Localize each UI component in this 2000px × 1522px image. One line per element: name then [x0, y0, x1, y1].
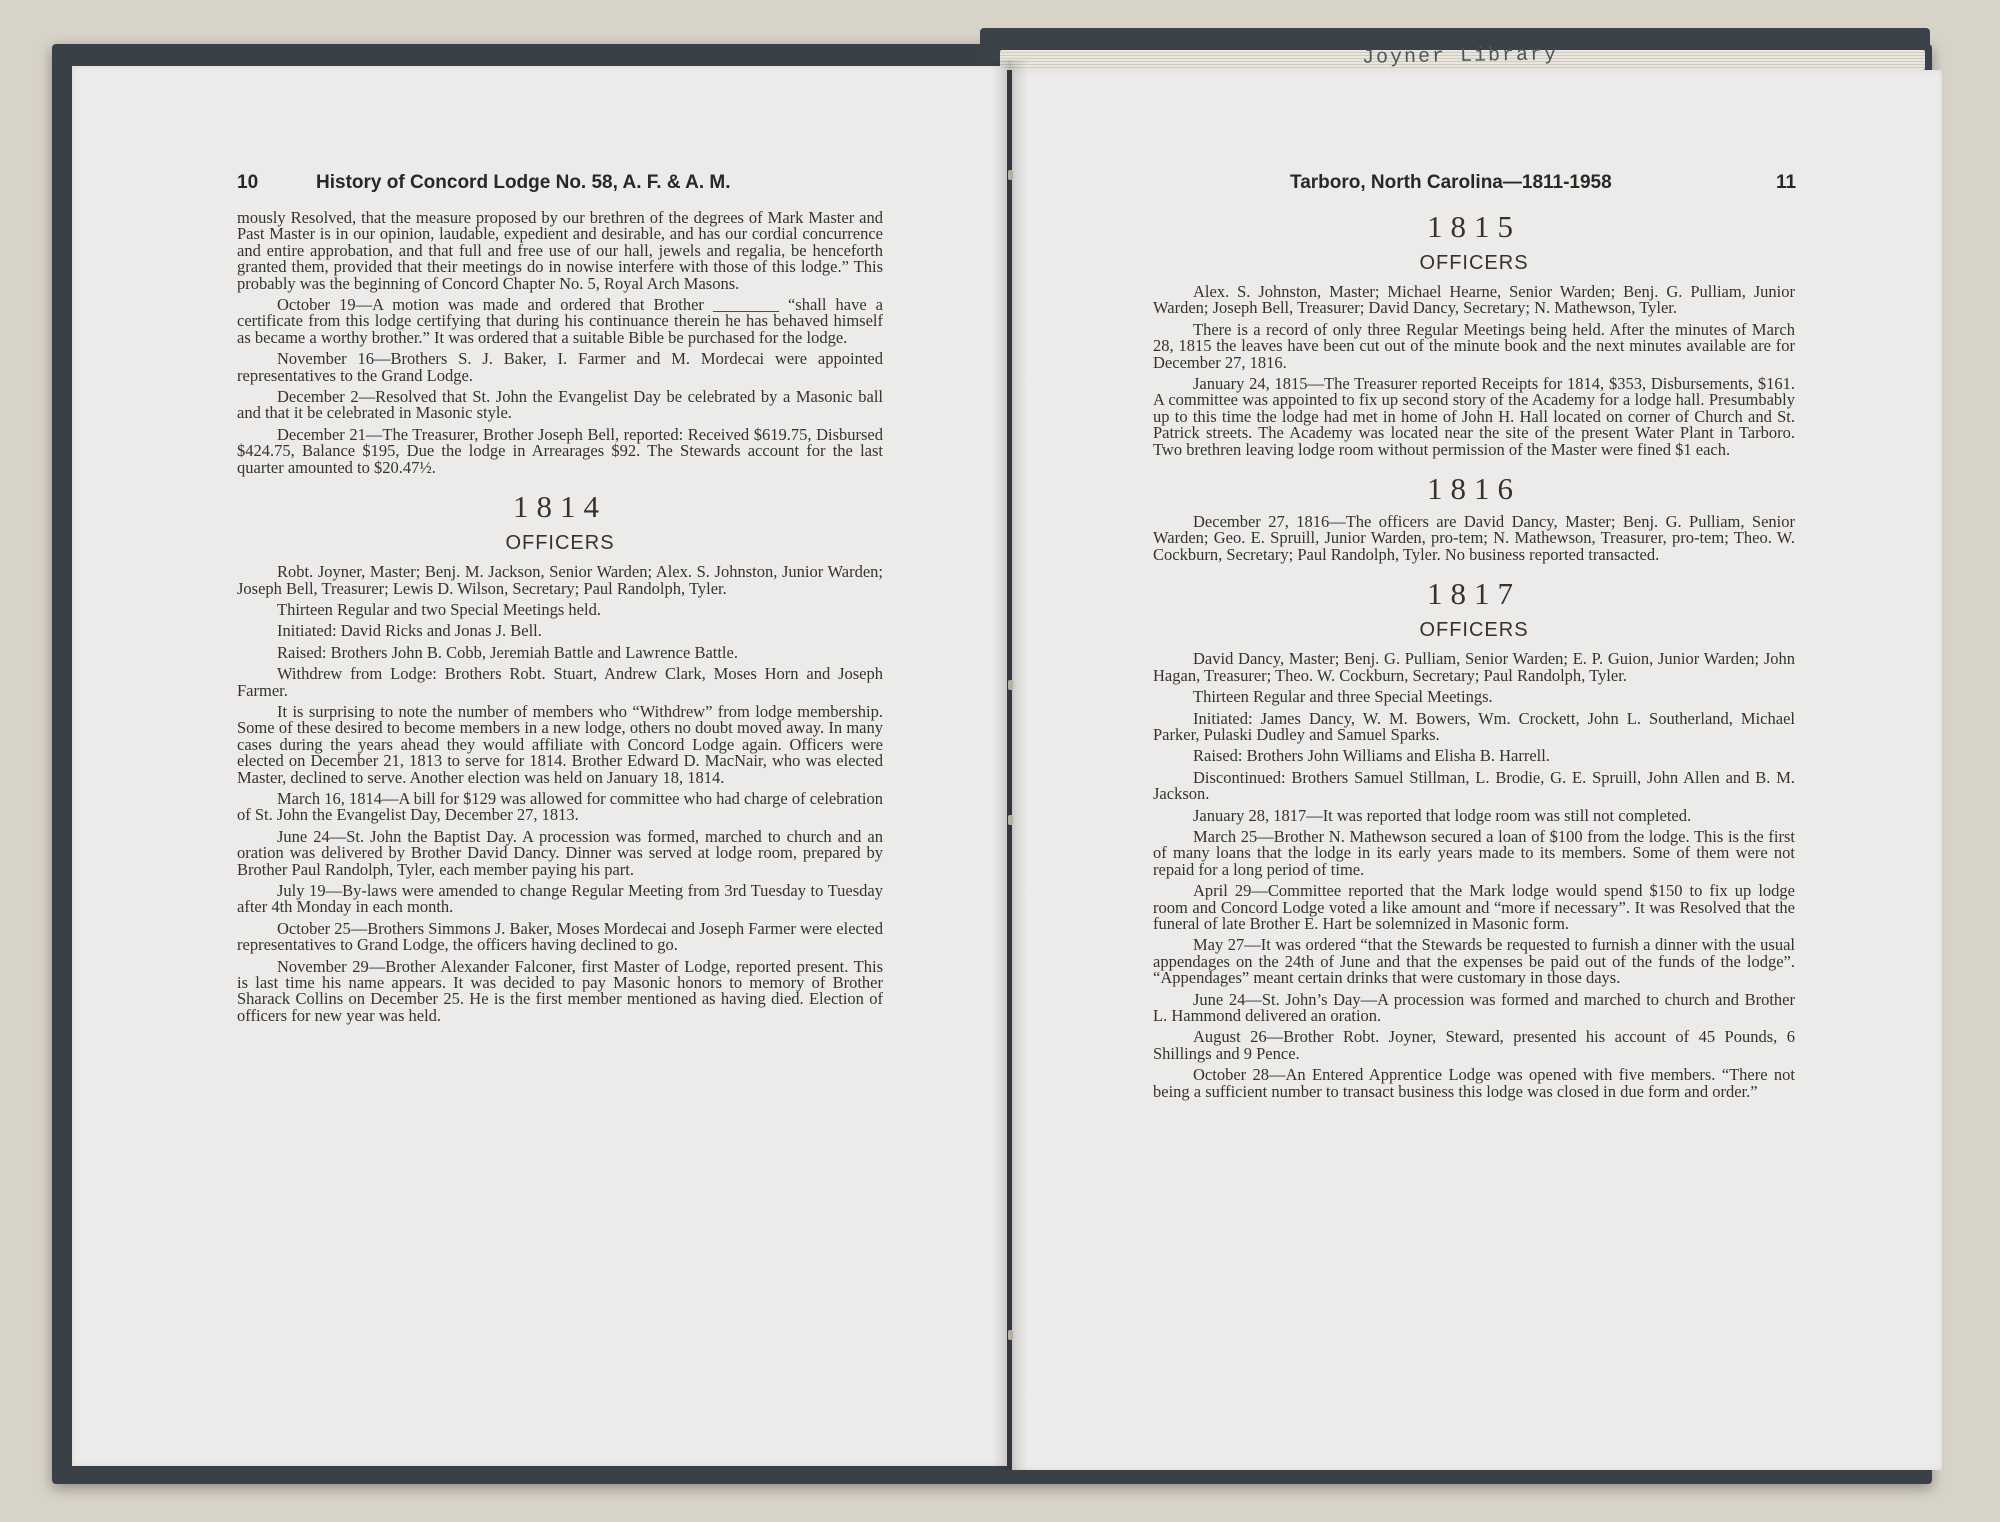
section-body: [1153, 651, 1795, 1100]
paragraph: Raised: Brothers John Williams and Elisha B. Harrell.: [1193, 746, 1550, 766]
paragraph: July 19—By-laws were amended to change Regular Meeting from 3rd Tuesday to Tuesday after 4th Monday in each month.: [237, 881, 883, 917]
binding-stitch: [1008, 815, 1013, 825]
paragraph: June 24—St. John’s Day—A procession was formed and marched to church and Brother L. Hammond delivered an oration.: [1153, 989, 1795, 1025]
binding-stitch: [1008, 680, 1013, 690]
officers-heading: OFFICERS: [1419, 252, 1529, 274]
year-heading: 1815: [1427, 209, 1521, 244]
right-page-body: [1153, 208, 1795, 1105]
left-page-number: 10: [237, 172, 259, 193]
paragraph: Initiated: James Dancy, W. M. Bowers, Wm. Crockett, John L. Southerland, Michael Parker, Pulaski Dudley and Samuel Sparks.: [1153, 708, 1795, 744]
right-page-number: 11: [1776, 172, 1797, 193]
paragraph: October 28—An Entered Apprentice Lodge was opened with five members. “There not being a sufficient number to transact business this lodge was closed in due form and order.”: [1153, 1065, 1795, 1101]
paragraph: October 25—Brothers Simmons J. Baker, Moses Mordecai and Joseph Farmer were elected representatives to Grand Lodge, the officers having declined to go.: [237, 918, 883, 955]
paragraph: January 24, 1815—The Treasurer reported Receipts for 1814, $353, Disbursements, $161. A committee was appointed to fix up second story of the Academy for a lodge hall. Presumbably up to this time the lodge had met in home of John H. Hall located on corner of Church and St. Patrick streets. The Academy was located near the site of the present Water Plant in Tarboro. Two brethren leaving lodge room without permission of the Master were fined $1 each.: [1153, 374, 1795, 459]
paragraph: May 27—It was ordered “that the Stewards be requested to furnish a dinner with the usual appendages on the 24th of June and that the expenses be paid out of the funds of the lodge”. “Appendages” meant certain drinks that were customary in those days.: [1153, 935, 1795, 988]
year-heading: 1817: [1427, 576, 1521, 612]
paragraph: November 16—Brothers S. J. Baker, I. Farmer and M. Mordecai were appointed representatives to the Grand Lodge.: [237, 349, 883, 385]
paragraph: Thirteen Regular and three Special Meetings.: [1193, 687, 1493, 707]
paragraph: Withdrew from Lodge: Brothers Robt. Stuart, Andrew Clark, Moses Horn and Joseph Farmer.: [237, 664, 883, 700]
paragraph: December 21—The Treasurer, Brother Joseph Bell, reported: Received $619.75, Disbursed $424.75, Balance $195, Due the lodge in Arrearages $92. The Stewards account for the last quarter amounted to $20.47½.: [237, 424, 883, 477]
paragraph: David Dancy, Master; Benj. G. Pulliam, Senior Warden; E. P. Guion, Junior Warden; John Hagan, Treasurer; Theo. W. Cockburn, Secretary; Paul Randolph, Tyler.: [1153, 649, 1795, 685]
book-gutter: [992, 60, 1028, 1470]
section-body: [1153, 514, 1795, 563]
paragraph: Discontinued: Brothers Samuel Stillman, L. Brodie, G. E. Spruill, John Allen and B. M. Jackson.: [1153, 767, 1795, 804]
left-running-title: History of Concord Lodge No. 58, A. F. & A. M.: [316, 172, 731, 193]
section-body: [1153, 284, 1795, 458]
year-heading: 1814: [513, 489, 607, 525]
paragraph: January 28, 1817—It was reported that lodge room was still not completed.: [1193, 805, 1692, 825]
paragraph: December 27, 1816—The officers are David Dancy, Master; Benj. G. Pulliam, Senior Warden; Geo. E. Spruill, Junior Warden, pro-tem; N. Mathewson, Treasurer, pro-tem; Theo. W. Cockburn, Secretary; Paul Randolph, Tyler. No business reported transacted.: [1153, 512, 1795, 564]
paragraph: April 29—Committee reported that the Mark lodge would spend $150 to fix up lodge room and Concord Lodge voted a like amount and “more if necessary”. It was Resolved that the funeral of late Brother E. Hart be solemnized in Masonic form.: [1153, 881, 1795, 933]
paragraph: March 25—Brother N. Mathewson secured a loan of $100 from the lodge. This is the first of many loans that the lodge in its early years made to its members. Some of them were not repaid for a long period of time.: [1153, 826, 1795, 879]
paragraph: Thirteen Regular and two Special Meetings held.: [277, 599, 601, 619]
left-page-body: [237, 210, 883, 1029]
paragraph: Robt. Joyner, Master; Benj. M. Jackson, Senior Warden; Alex. S. Johnston, Junior Warden; Joseph Bell, Treasurer; Lewis D. Wilson, Secretary; Paul Randolph, Tyler.: [237, 562, 883, 598]
paragraph: October 19—A motion was made and ordered that Brother ________ “shall have a certificate from this lodge certifying that during his continuance therein he has behaved himself as became a worthy brother.” It was ordered that a suitable Bible be purchased for the lodge.: [237, 295, 883, 347]
right-running-title: Tarboro, North Carolina—1811-1958: [1290, 172, 1612, 193]
paragraph: Raised: Brothers John B. Cobb, Jeremiah Battle and Lawrence Battle.: [277, 642, 738, 662]
officers-heading: OFFICERS: [505, 532, 615, 555]
paragraph: March 16, 1814—A bill for $129 was allowed for committee who had charge of celebration of St. John the Evangelist Day, December 27, 1813.: [237, 788, 883, 825]
binding-stitch: [1008, 170, 1013, 180]
paragraph: mously Resolved, that the measure proposed by our brethren of the degrees of Mark Master and Past Master is in our opinion, laudable, expedient and desirable, and has our cordial concurrence and entire approbation, and that full and free use of our hall, jewels and regalia, be henceforth granted them, provided that their meetings do in nowise interfere with those of this lodge.” This probably was the beginning of Concord Chapter No. 5, Royal Arch Masons.: [237, 208, 883, 293]
paragraph: August 26—Brother Robt. Joyner, Steward, presented his account of 45 Pounds, 6 Shillings and 9 Pence.: [1153, 1027, 1795, 1063]
year-heading: 1816: [1427, 471, 1521, 507]
paragraph: There is a record of only three Regular Meetings being held. After the minutes of March 28, 1815 the leaves have been cut out of the minute book and the next minutes available are for December 27, 1816.: [1153, 319, 1795, 372]
paragraph: December 2—Resolved that St. John the Evangelist Day be celebrated by a Masonic ball and that it be celebrated in Masonic style.: [237, 387, 883, 423]
paragraph: Alex. S. Johnston, Master; Michael Hearne, Senior Warden; Benj. G. Pulliam, Junior Warden; Joseph Bell, Treasurer; David Dancy, Secretary; N. Mathewson, Tyler.: [1153, 282, 1795, 318]
paragraph: Initiated: David Ricks and Jonas J. Bell.: [277, 621, 542, 641]
paragraph: It is surprising to note the number of members who “Withdrew” from lodge membership. Some of these desired to become members in a new lodge, others no doubt moved away. In many cases during the years ahead they would affiliate with Concord Lodge again. Officers were elected on December 21, 1813 to serve for 1814. Brother Edward D. MacNair, who was elected Master, declined to serve. Another election was held on January 18, 1814.: [237, 701, 883, 787]
binding-stitch: [1008, 1330, 1013, 1340]
paragraph: November 29—Brother Alexander Falconer, first Master of Lodge, reported present. This is last time his name appears. It was decided to pay Masonic honors to memory of Brother Sharack Collins on December 25. He is the first member mentioned as having died. Election of officers for new year was held.: [237, 956, 883, 1025]
officers-heading: OFFICERS: [1419, 619, 1529, 642]
library-stamp: Joyner Library: [1361, 43, 1559, 70]
paragraph: June 24—St. John the Baptist Day. A procession was formed, marched to church and an oration was delivered by Brother David Dancy. Dinner was served at lodge room, prepared by Brother Paul Randolph, Tyler, each member paying his part.: [237, 826, 883, 879]
